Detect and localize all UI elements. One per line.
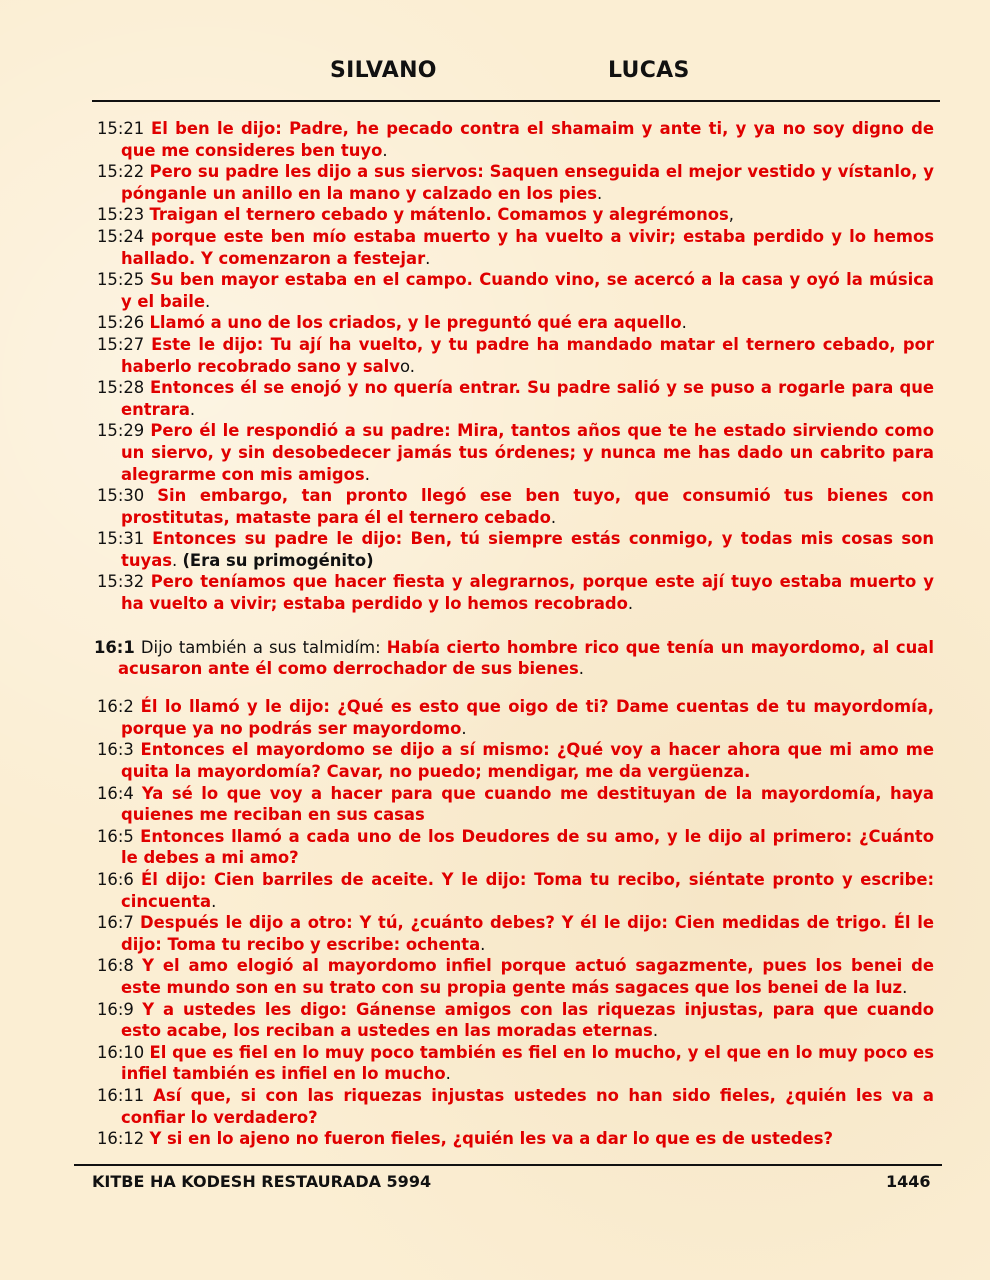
verse-ref: 16:8 (97, 956, 134, 976)
verse (94, 377, 934, 420)
verse-text: . (364, 464, 370, 484)
verse-text: Y a ustedes les digo: Gánense amigos con las riquezas injustas, para que cuando esto acabe, los reciban a ustedes en las moradas eternas (121, 999, 934, 1041)
verse-text: (Era su primogénito) (182, 550, 374, 570)
verse (94, 696, 934, 739)
verse-ref: 15:27 (97, 334, 145, 354)
verse (94, 783, 934, 826)
verse-text: El que es fiel en lo muy poco también es fiel en lo mucho, y el que en lo muy poco es infiel también es infiel en lo mucho (121, 1042, 934, 1084)
verse-text: . (681, 313, 687, 333)
verse-text: Pero teníamos que hacer fiesta y alegrarnos, porque este ají tuyo estaba muerto y ha vuelto a vivir; estaba perdido y lo hemos recobrado (121, 572, 934, 614)
verse-text: . (445, 1064, 451, 1084)
verse-text: . (189, 399, 196, 419)
verse-ref: 15:21 (97, 119, 145, 138)
verse-text: . (596, 183, 603, 203)
verse-ref: 15:28 (97, 378, 145, 398)
verse (94, 312, 934, 334)
verse-ref: 16:4 (97, 783, 134, 803)
verse-ref: 15:32 (97, 572, 145, 592)
verse-ref: 16:2 (97, 697, 134, 717)
verse-ref: 16:10 (97, 1042, 145, 1062)
verse-text: Así que, si con las riquezas injustas ustedes no han sido fieles, ¿quién les va a confiar lo verdadero? (121, 1085, 934, 1127)
verse-text: . (902, 977, 908, 997)
verse-text: . (550, 507, 557, 527)
verse (94, 826, 934, 869)
scripture-text (94, 118, 934, 1150)
verse (94, 1128, 934, 1150)
verse (94, 118, 934, 161)
verse-text: . (172, 550, 183, 570)
chapter-15-verses (94, 118, 934, 615)
verse (94, 999, 934, 1042)
verse (94, 739, 934, 782)
verse-ref: 15:23 (97, 205, 145, 225)
verse (94, 226, 934, 269)
verse-text: Había cierto hombre rico que tenía un mayordomo, al cual acusaron ante él como derrochador de sus bienes (118, 637, 934, 679)
verse (94, 1042, 934, 1085)
verse-text: . (211, 891, 217, 911)
verse-text: Este le dijo: Tu ají ha vuelto, y tu padre ha mandado matar el ternero cebado, por haberlo recobrado sano y salv (121, 334, 934, 376)
verse-ref: 16:1 (94, 637, 135, 657)
verse-text: . (461, 718, 467, 738)
verse-text: . (652, 1021, 659, 1041)
verse (94, 204, 934, 226)
verse-text: Ya sé lo que voy a hacer para que cuando me destituyan de la mayordomía, haya quienes me reciban en sus casas (121, 783, 934, 825)
verse (94, 485, 934, 528)
verse-ref: 16:3 (97, 740, 134, 760)
verse-ref: 15:24 (97, 226, 145, 246)
verse-text: Entonces él se enojó y no quería entrar. Su padre salió y se puso a rogarle para que entrara (121, 378, 934, 419)
verse-text: Después le dijo a otro: Y tú, ¿cuánto debes? Y él le dijo: Cien medidas de trigo. Él le dijo: Toma tu recibo y escribe: ochenta (121, 913, 934, 954)
chapter-16-opening-verse (94, 637, 934, 680)
verse-ref: 15:26 (97, 313, 145, 333)
verse (94, 269, 934, 312)
page-header (0, 58, 990, 92)
verse-ref: 15:22 (97, 162, 145, 182)
verse-text: Entonces llamó a cada uno de los Deudores de su amo, y le dijo al primero: ¿Cuánto le debes a mi amo? (121, 826, 934, 868)
verse-ref: 16:7 (97, 913, 134, 933)
verse-text: Pero él le respondió a su padre: Mira, tantos años que te he estado sirviendo como un siervo, y sin desobedecer jamás tus órdenes; y nunca me has dado un cabrito para alegrarme con mis amigos (121, 421, 934, 484)
verse-text: Entonces el mayordomo se dijo a sí mismo: ¿Qué voy a hacer ahora que mi amo me quita la mayordomía? Cavar, no puedo; mendigar, me da vergüenza. (121, 740, 934, 782)
verse-ref: 16:6 (97, 869, 134, 889)
verse-ref: 15:29 (97, 421, 145, 441)
verse-text: Él dijo: Cien barriles de aceite. Y le dijo: Toma tu recibo, siéntate pronto y escribe: cincuenta (121, 869, 934, 911)
verse (94, 955, 934, 998)
verse (94, 912, 934, 955)
footer-title: KITBE HA KODESH RESTAURADA 5994 (92, 1172, 432, 1191)
verse-text: . (627, 594, 634, 614)
verse-text: Y si en lo ajeno no fueron fieles, ¿quién les va a dar lo que es de ustedes? (149, 1129, 834, 1149)
verse-text: . (382, 140, 388, 160)
verse-text: El ben le dijo: Padre, he pecado contra el shamaim y ante ti, y ya no soy digno de que me consideres ben tuyo (121, 119, 934, 160)
header-author: SILVANO (330, 58, 437, 83)
verse-text: Entonces su padre le dijo: Ben, tú siempre estás conmigo, y todas mis cosas son tuyas (121, 529, 934, 570)
verse-ref: 16:12 (97, 1129, 145, 1149)
verse-ref: 16:5 (97, 826, 134, 846)
verse-text: porque este ben mío estaba muerto y ha vuelto a vivir; estaba perdido y lo hemos hallado. Y comenzaron a festejar (121, 226, 934, 268)
page-number: 1446 (886, 1172, 931, 1191)
verse-ref: 16:11 (97, 1085, 145, 1105)
footer-rule (74, 1164, 942, 1166)
verse-text: o. (399, 356, 415, 376)
verse-text: . (204, 291, 211, 311)
verse-ref: 15:25 (97, 270, 145, 290)
verse-text: . (578, 659, 585, 679)
verse-text: Sin embargo, tan pronto llegó ese ben tuyo, que consumió tus bienes con prostitutas, mataste para él el ternero cebado (121, 486, 934, 527)
verse (94, 528, 934, 571)
verse-ref: 15:31 (97, 529, 145, 549)
verse-text: . (425, 248, 431, 268)
verse-text: , (728, 205, 734, 225)
verse (94, 161, 934, 204)
verse-ref: 16:9 (97, 999, 134, 1019)
verse-ref: 15:30 (97, 486, 145, 506)
verse-text: . (480, 934, 486, 954)
verse-text: Y el amo elogió al mayordomo infiel porque actuó sagazmente, pues los benei de este mundo son en su trato con su propia gente más sagaces que los benei de la luz (121, 956, 934, 997)
verse-text: Su ben mayor estaba en el campo. Cuando vino, se acercó a la casa y oyó la música y el baile (121, 270, 934, 311)
verse-text: Traigan el ternero cebado y mátenlo. Comamos y alegrémonos (149, 205, 729, 225)
verse (94, 334, 934, 377)
verse (94, 1085, 934, 1128)
verse-text: Pero su padre les dijo a sus siervos: Saquen enseguida el mejor vestido y vístanlo, y pónganle un anillo en la mano y calzado en los pies (121, 162, 934, 203)
verse-text: Él lo llamó y le dijo: ¿Qué es esto que oigo de ti? Dame cuentas de tu mayordomía, porque ya no podrás ser mayordomo (121, 697, 934, 738)
verse-text: Llamó a uno de los criados, y le preguntó qué era aquello (149, 313, 682, 333)
chapter-16-verses (94, 696, 934, 1149)
header-book: LUCAS (608, 58, 690, 83)
verse (94, 869, 934, 912)
header-rule (92, 100, 940, 102)
verse (94, 420, 934, 485)
verse (94, 571, 934, 614)
verse-text: Dijo también a sus talmidím: (140, 637, 387, 657)
